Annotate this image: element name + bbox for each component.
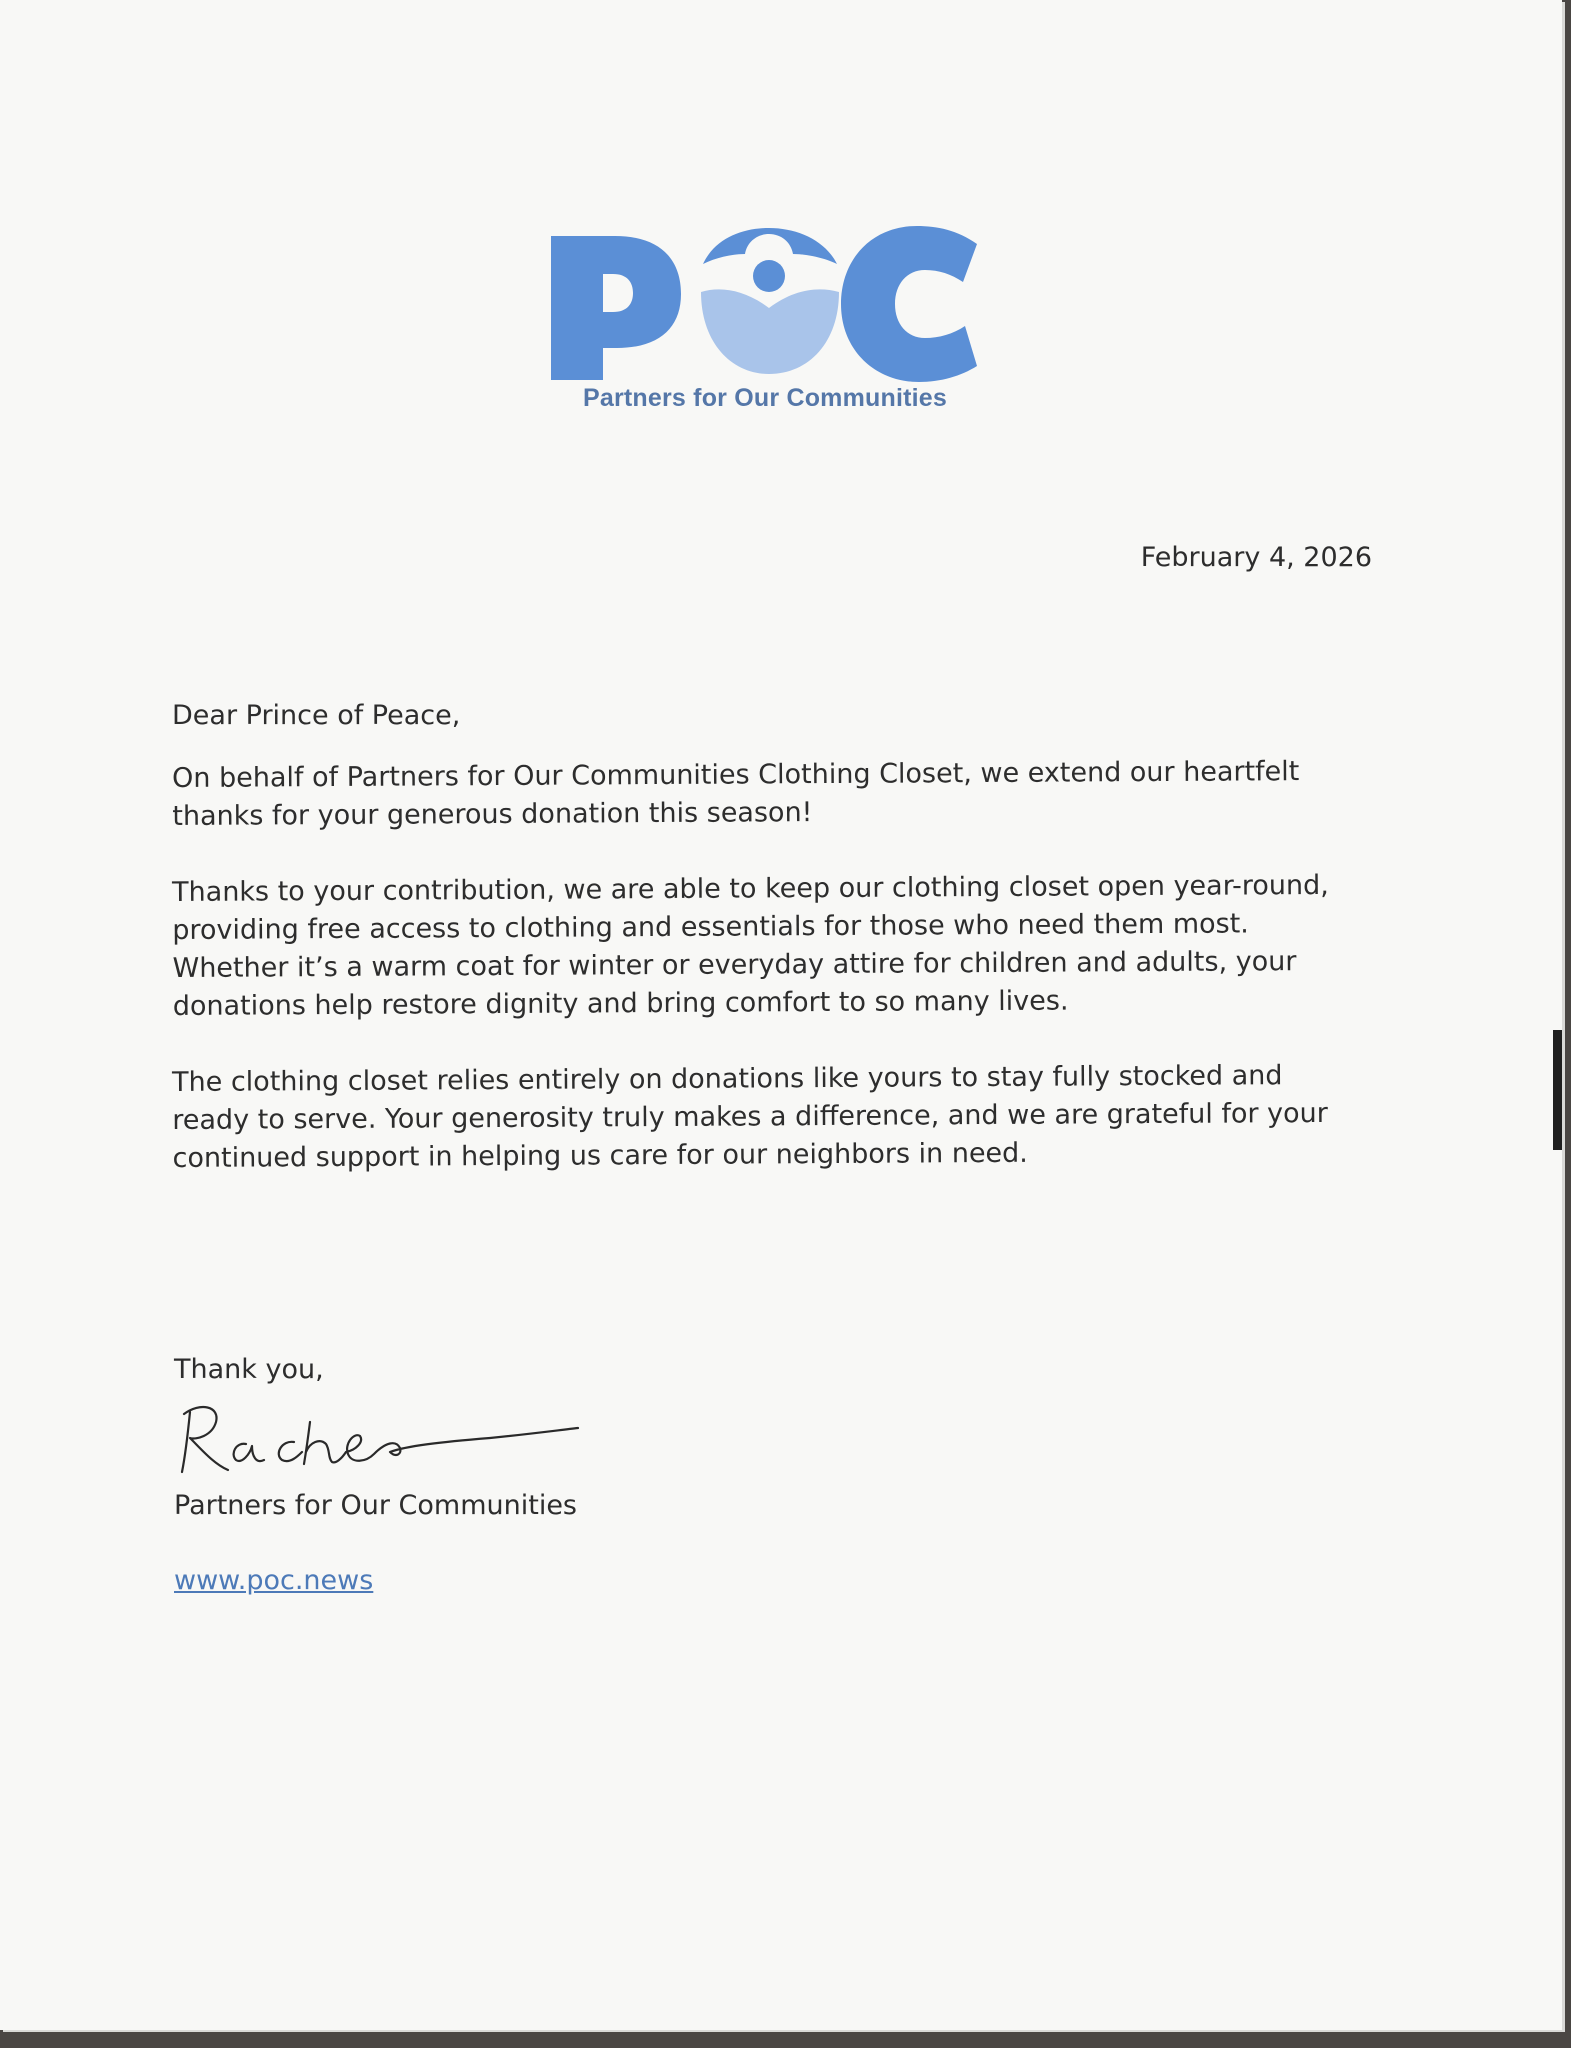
- page-edge-clip: [1553, 1030, 1562, 1150]
- paragraph-contribution: Thanks to your contribution, we are able to keep our clothing closet open year-round, providing free access to clothing and essentials for those who need them most. Whether it’s a warm coat for winter or everyday attire for children and adults, your donations help restore dignity and bring comfort to so many lives.: [172, 869, 1329, 1022]
- signature-organization: Partners for Our Communities: [174, 1490, 577, 1521]
- poc-logo: [545, 224, 985, 424]
- paragraph-support: The clothing closet relies entirely on donations like yours to stay fully stocked and ready to serve. Your generosity truly makes a difference, and we are grateful for your continued support in helping us care for our neighbors in need.: [172, 1060, 1328, 1174]
- handwritten-signature: [160, 1392, 610, 1492]
- website-link[interactable]: www.poc.news: [174, 1565, 374, 1596]
- letter-date: February 4, 2026: [1140, 542, 1372, 573]
- closing: Thank you,: [174, 1354, 324, 1385]
- paragraph-thanks: On behalf of Partners for Our Communities Clothing Closet, we extend our heartfelt thanks for your generous donation this season!: [172, 756, 1300, 832]
- logo-tagline: Partners for Our Communities: [583, 384, 947, 412]
- salutation: Dear Prince of Peace,: [172, 700, 461, 731]
- poc-logo-mark: [545, 224, 985, 384]
- signature-drawing: [160, 1392, 610, 1492]
